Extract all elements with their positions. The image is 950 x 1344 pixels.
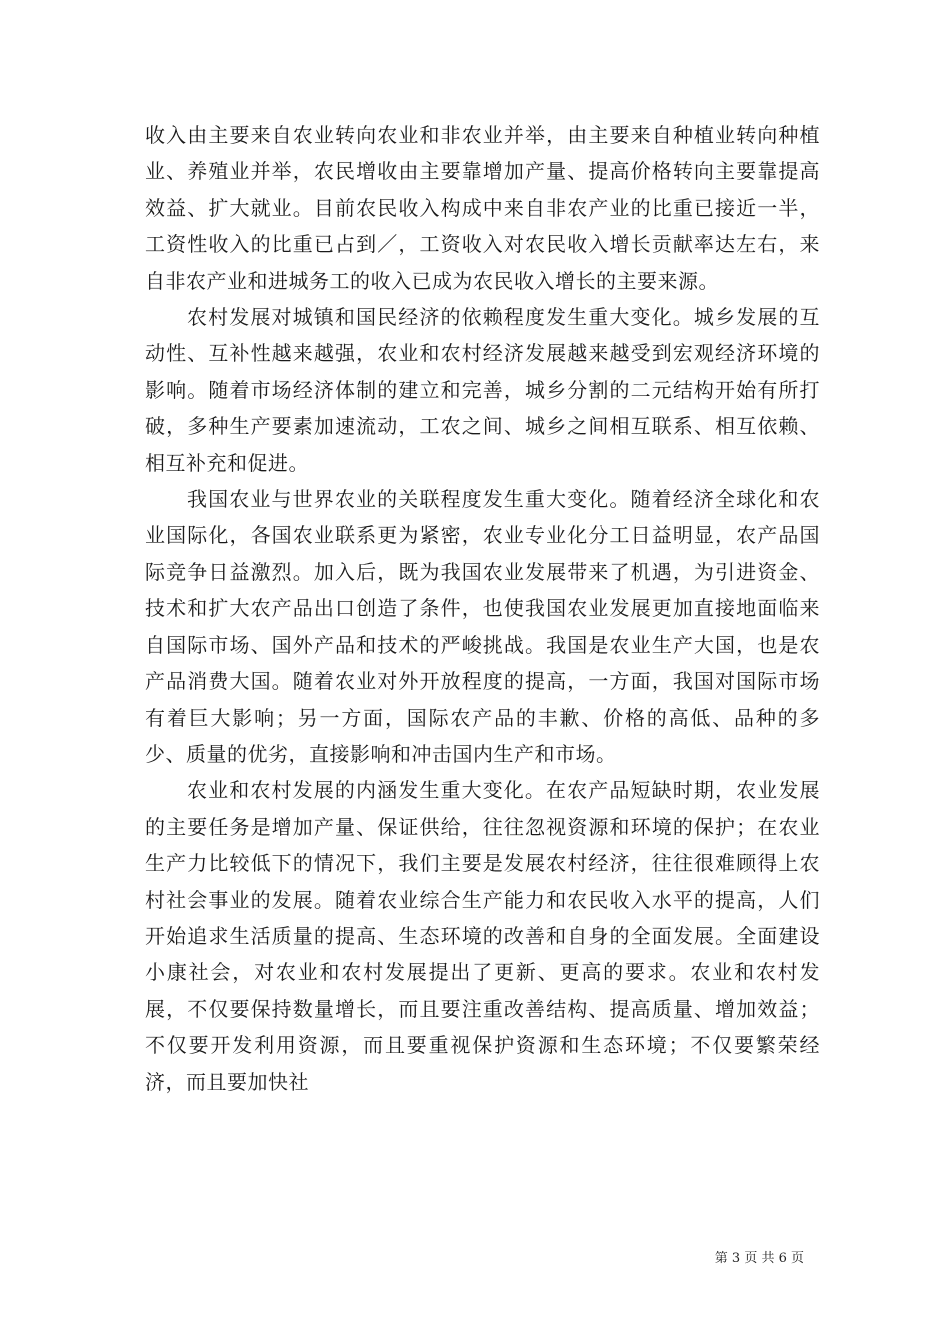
document-body	[145, 117, 820, 1100]
page-number-footer: 第 3 页 共 6 页	[714, 1251, 804, 1266]
paragraph-3: 我国农业与世界农业的关联程度发生重大变化。随着经济全球化和农业国际化，各国农业联系更为紧密，农业专业化分工日益明显，农产品国际竞争日益激烈。加入后，既为我国农业发展带来了机遇，为引进资金、技术和扩大农产品出口创造了条件，也使我国农业发展更加直接地面临来自国际市场、国外产品和技术的严峻挑战。我国是农业生产大国，也是农产品消费大国。随着农业对外开放程度的提高，一方面，我国对国际市场有着巨大影响；另一方面，国际农产品的丰歉、价格的高低、品种的多少、质量的优劣，直接影响和冲击国内生产和市场。	[145, 487, 820, 766]
paragraph-2: 农村发展对城镇和国民经济的依赖程度发生重大变化。城乡发展的互动性、互补性越来越强，农业和农村经济发展越来越受到宏观经济环境的影响。随着市场经济体制的建立和完善，城乡分割的二元结构开始有所打破，多种生产要素加速流动，工农之间、城乡之间相互联系、相互依赖、相互补充和促进。	[145, 305, 820, 475]
paragraph-4: 农业和农村发展的内涵发生重大变化。在农产品短缺时期，农业发展的主要任务是增加产量、保证供给，往往忽视资源和环境的保护；在农业生产力比较低下的情况下，我们主要是发展农村经济，往往很难顾得上农村社会事业的发展。随着农业综合生产能力和农民收入水平的提高，人们开始追求生活质量的提高、生态环境的改善和自身的全面发展。全面建设小康社会，对农业和农村发展提出了更新、更高的要求。农业和农村发展，不仅要保持数量增长，而且要注重改善结构、提高质量、增加效益；不仅要开发利用资源，而且要重视保护资源和生态环境；不仅要繁荣经济，而且要加快社	[145, 778, 820, 1094]
paragraph-1: 收入由主要来自农业转向农业和非农业并举，由主要来自种植业转向种植业、养殖业并举，农民增收由主要靠增加产量、提高价格转向主要靠提高效益、扩大就业。目前农民收入构成中来自非农产业的比重已接近一半，工资性收入的比重已占到／，工资收入对农民收入增长贡献率达左右，来自非农产业和进城务工的收入已成为农民收入增长的主要来源。	[145, 123, 820, 293]
